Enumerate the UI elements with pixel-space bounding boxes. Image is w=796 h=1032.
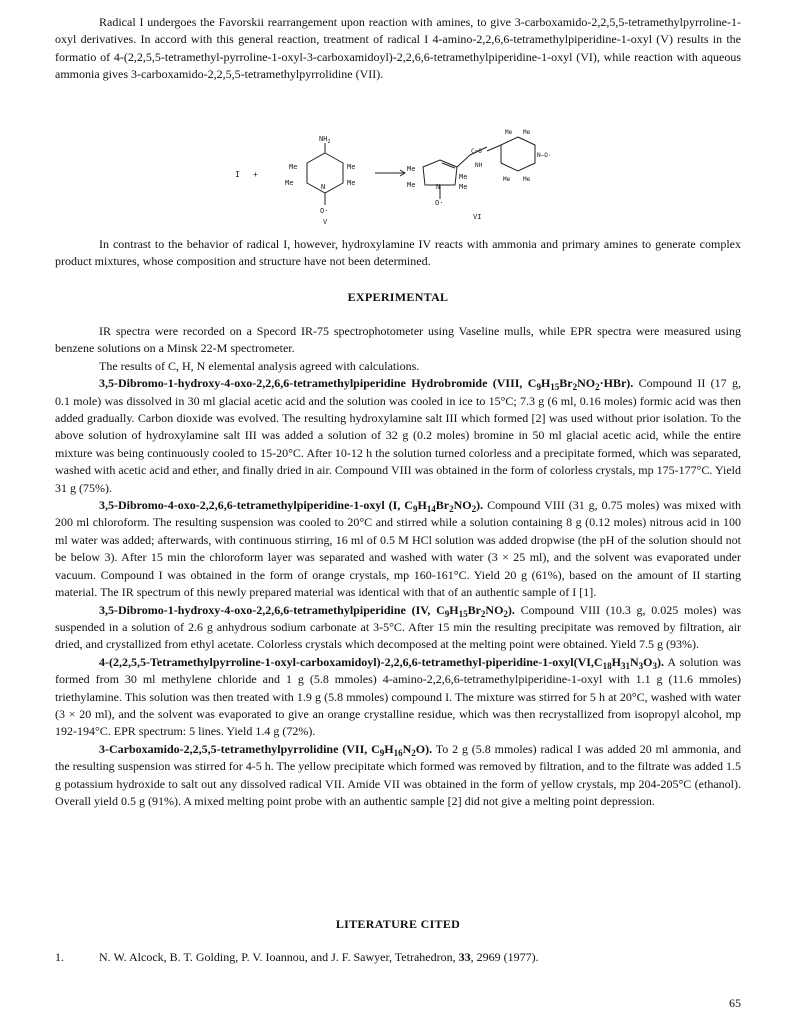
compound-i-text: Compound VIII (31 g, 0.75 moles) was mixed with 200 ml chloroform. The resulting suspension was cooled to 20°C and stirred while a solution containing 8 g (0.12 moles) nitrous acid in 100 ml water was added; afterwards, with continuous stirring, 16 ml of 0.5 M HCl solution was added dropwise (the pH of the solution should not be below 3). After 15 min the chloroform layer was separated and washed with water (3 × 25 ml), and the solvent was evaporated under vacuum. Compound I was obtained in the form of orange crystals, mp 160-161°C. Yield 20 g (61%), based on the amount of II starting material. The IR spectrum of this newly prepared material was identical with that of an authentic sample of I [1]. xyxy=(55,498,741,600)
methyl-label: Me xyxy=(523,129,531,136)
intro-paragraph-1: Radical I undergoes the Favorskii rearrangement upon reaction with amines, to give 3-carboxamido-2,2,5,5-tetramethylpyrroline-1-oxyl derivatives. In accord with this general reaction, treatment of radical I 4-amino-2,2,6,6-tetramethylpiperidine-1-oxyl (V) results in the formatio of 4-(2,2,5,5-tetramethyl-pyrroline-1-oxyl-3-carboxamidoyl)-2,2,6,6-tetramethylpiperidine-1-oxyl (VI), while reaction with aqueous ammonia gives 3-carboxamido-2,2,5,5-tetramethylpyrrolidine (VII). xyxy=(55,15,741,82)
compound-vii-title: 3-Carboxamido-2,2,5,5-tetramethylpyrrolidine (VII, $C_9H_{16}N_2O$). xyxy=(99,741,433,758)
compound-iv-paragraph xyxy=(55,602,741,654)
carbonyl-label: C=O xyxy=(471,148,482,155)
methyl-label: Me xyxy=(523,176,531,183)
compound-iv-title: 3,5-Dibromo-1-hydroxy-4-oxo-2,2,6,6-tetramethylpiperidine (IV, $C_9H_{15}Br_2NO_2$). xyxy=(99,602,515,619)
amide-nh-label: NH xyxy=(475,162,483,169)
reference-text: N. W. Alcock, B. T. Golding, P. V. Ioannou, and J. F. Sawyer, Tetrahedron, xyxy=(99,950,459,964)
compound-viii-text: Compound II (17 g, 0.1 mole) was dissolved in 30 ml glacial acetic acid and the solution was cooled in ice to 15°C; 7.3 g (6 ml, 0.16 moles) formic acid was then added gradually. Carbon dioxide was evolved. The resulting hydroxylamine salt III which formed [2] was used without prior isolation. To the above solution of hydroxylamine salt III was added a solution of 32 g (0.2 moles) bromine in 50 ml glacial acetic acid, while the entire mixture was being continuously cooled to 15-20°C. After 10-12 h the solution turned colorless and a precipitate formed, which was separated, washed with acetic acid and ether, and finally dried in air. Compound VIII was obtained in the form of colorless crystals, mp 175-177°C. Yield 31 g (75%). xyxy=(55,376,742,495)
nitroxyl-label: N—O· xyxy=(537,152,552,159)
oxyl-label: O· xyxy=(320,207,329,215)
methyl-label: Me xyxy=(285,179,294,187)
methyl-label: Me xyxy=(459,173,468,181)
methyl-label: Me xyxy=(289,163,298,171)
compound-vii-text: To 2 g (5.8 mmoles) radical I was added 20 ml ammonia, and the resulting suspension was stirred for 4-5 h. The yellow precipitate which formed was removed by filtration, and to the filtrate was added 1.5 g potassium hydroxide to salt out any dissolved radical VII. Amide VII was obtained in the form of yellow crystals, mp 204-205°C (ethanol). Overall yield 0.5 g (91%). A mixed melting point probe with an authentic sample [2] did not give a melting point depression. xyxy=(55,741,741,808)
reference-list xyxy=(55,950,741,965)
oxyl-label: O· xyxy=(435,199,444,207)
reference-rest: , 2969 (1977). xyxy=(470,950,539,964)
compound-vi-text: A solution was formed from 30 ml methylene chloride and 1 g (5.8 mmoles) 4-amino-2,2,6,6-tetramethylpiperidine-1-oxyl with 1.1 g (11.6 mmoles) triethylamine. This solution was then treated with 1.9 g (5.8 mmoles) compound I. The mixture was stirred for 5 h at 20°C, washed with water (3 × 20 ml), and the solvent was evaporated to give an orange crystalline residue, which was then recrystallized from isopropyl alcohol, mp 192-194°C. EPR spectrum: 5 lines. Yield 1.4 g (72%). xyxy=(55,654,741,739)
methyl-label: Me xyxy=(407,181,416,189)
compound-iv-text: Compound VIII (10.3 g, 0.025 moles) was suspended in a solution of 2.6 g anhydrous sodium carbonate at 3-5°C. After 15 min the resulting precipitate was removed by filtration, air dried, and crystallized from ethyl acetate. Colorless crystals which decomposed at the melting point were obtained. Yield 7.5 g (93%). xyxy=(55,602,742,652)
methyl-label: Me xyxy=(347,179,356,187)
methyl-label: Me xyxy=(407,165,416,173)
experimental-heading: EXPERIMENTAL xyxy=(347,290,449,304)
paragraph-analysis: The results of C, H, N elemental analysis agreed with calculations. xyxy=(99,358,420,373)
page-number: 65 xyxy=(729,996,741,1010)
pyrroline-ring xyxy=(423,160,457,185)
nitrogen-label: N xyxy=(321,183,326,191)
compound-viii-paragraph xyxy=(55,375,741,497)
reference-number: 1. xyxy=(55,950,64,964)
methyl-label: Me xyxy=(459,183,468,191)
intro-paragraph-2: In contrast to the behavior of radical I, however, hydroxylamine IV reacts with ammonia and primary amines to generate complex product mixtures, whose composition and structure have not been determined. xyxy=(55,237,741,269)
piperidine-ring-vi xyxy=(501,137,535,171)
reaction-scheme xyxy=(225,125,605,225)
literature-heading: LITERATURE CITED xyxy=(335,917,461,931)
compound-i-paragraph xyxy=(55,497,741,601)
compound-viii-title: 3,5-Dibromo-1-hydroxy-4-oxo-2,2,6,6-tetramethylpiperidine Hydrobromide (VIII, $C_9H_{15}Br_2NO_2\cdot HBr$). xyxy=(99,376,634,393)
compound-i-title: 3,5-Dibromo-4-oxo-2,2,6,6-tetramethylpiperidine-1-oxyl (I, $C_9H_{14}Br_2NO_2$). xyxy=(99,498,484,515)
methyl-label: Me xyxy=(505,129,513,136)
compound-label-vi: VI xyxy=(473,213,482,221)
amino-group: $NH_2$ xyxy=(319,135,331,145)
compound-vii-paragraph xyxy=(55,741,741,811)
methyl-label: Me xyxy=(347,163,356,171)
reference-volume: 33 xyxy=(458,950,471,964)
compound-vi-paragraph xyxy=(55,654,741,741)
reference-item xyxy=(55,950,741,965)
experimental-body xyxy=(55,323,741,810)
compound-vi-title: $4-(2,2,5,5-Tetramethylpyrroline-1-oxyl-carboxamidoyl)-2,2,6,6-tetramethyl-piperidine-1-oxyl(VI,C_{18}H_{31}N_3O_3)$. xyxy=(99,654,664,671)
plus-sign: + xyxy=(253,170,258,179)
nitrogen-label: N xyxy=(436,183,441,191)
paragraph-instruments: IR spectra were recorded on a Specord IR-75 spectrophotometer using Vaseline mulls, while EPR spectra were measured using benzene solutions on a Minsk 22-M spectrometer. xyxy=(55,324,741,356)
methyl-label: Me xyxy=(503,176,511,183)
compound-label-v: V xyxy=(323,218,328,225)
reactant-label: I xyxy=(235,170,240,179)
